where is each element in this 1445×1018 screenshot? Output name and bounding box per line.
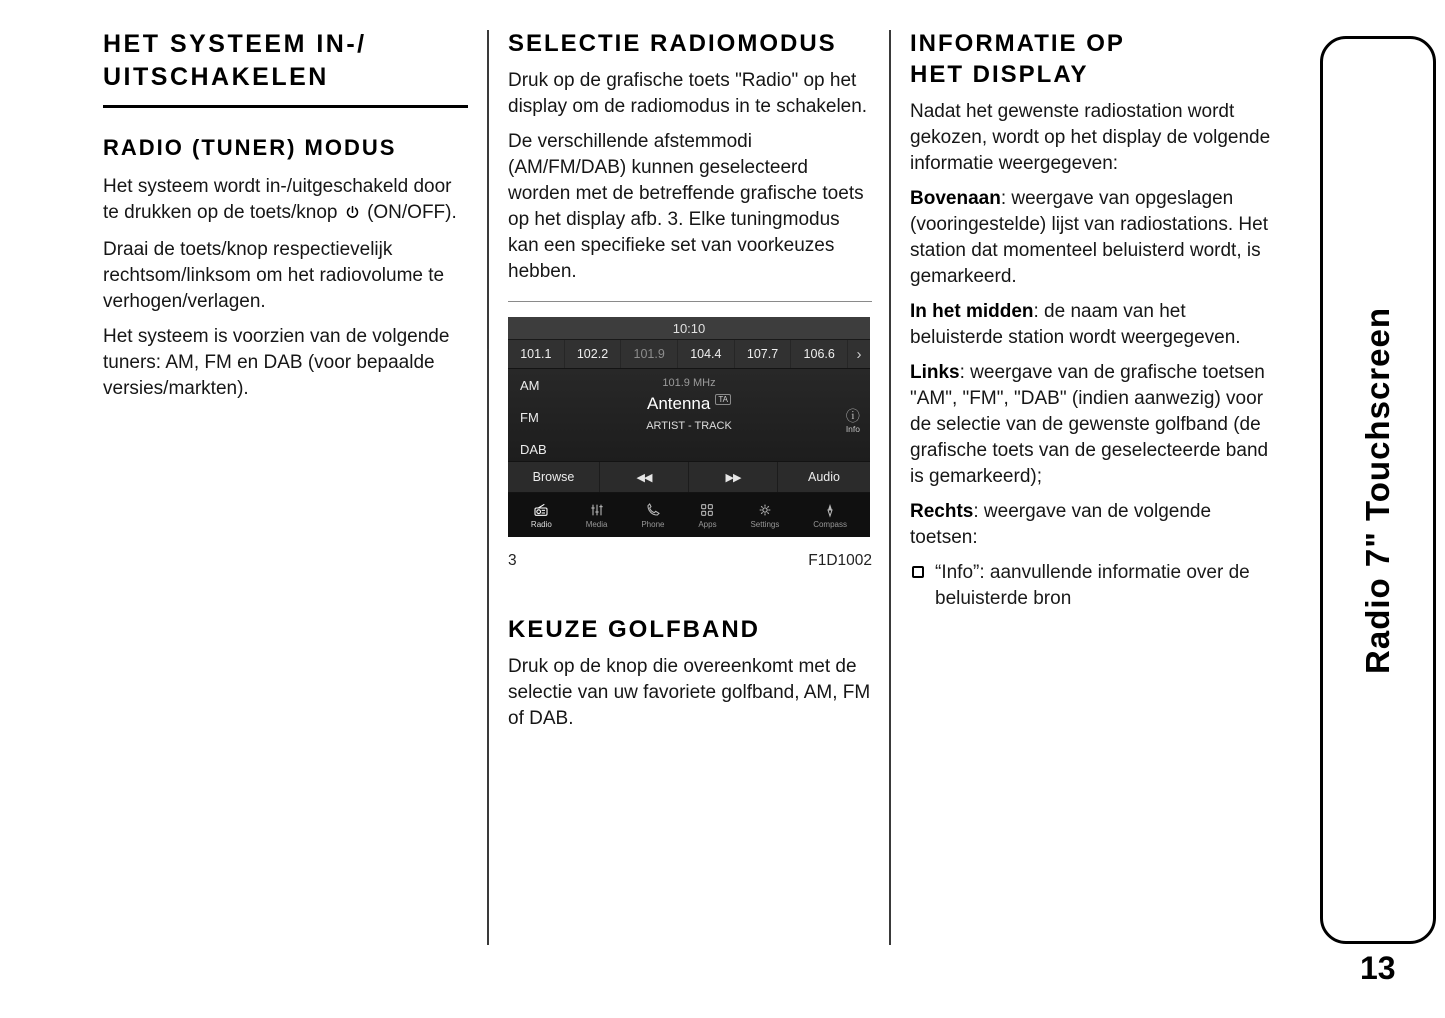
info-button (846, 409, 860, 434)
heading-line: INFORMATIE OP (910, 30, 1125, 57)
square-bullet-icon (912, 566, 924, 578)
radio-screenshot-figure (508, 317, 870, 537)
nav-phone (641, 502, 664, 529)
paragraph-text: : weergave van de grafische toetsen "AM", "FM", "DAB" (indien aanwezig) voor de selectie van de gewenste golfband (de grafische toets van de geselecteerde band is gemarkeerd); (910, 362, 1269, 488)
paragraph-lead: Bovenaan (910, 188, 1001, 210)
column-divider (889, 30, 891, 945)
media-icon (589, 502, 605, 518)
seek-forward-icon: ▶▶ (689, 462, 778, 492)
chapter-tab-label: Radio 7" Touchscreen (1359, 306, 1396, 674)
power-icon (345, 202, 360, 228)
station-text: Antenna (647, 394, 711, 414)
preset-station: 106.6 (791, 340, 848, 368)
section-heading-informatie (910, 28, 1272, 90)
column-display-info (910, 28, 1272, 612)
figure-top-rule (508, 301, 872, 302)
chevron-right-icon: › (856, 345, 862, 363)
info-icon: ⓘ (845, 408, 860, 425)
nav-compass (813, 502, 847, 529)
clock: 10:10 (508, 317, 870, 340)
station-name (508, 394, 870, 414)
paragraph-lead: Links (910, 362, 960, 384)
figure-caption (508, 552, 872, 570)
nav-label: Radio (530, 519, 552, 529)
section-heading-system (103, 28, 468, 93)
heading-line: HET SYSTEEM IN-/ (103, 30, 367, 58)
frequency-label: 101.9 MHz (662, 377, 716, 390)
paragraph-tuners: Het systeem is voorzien van de volgende tuners: AM, FM en DAB (voor bepaalde versies/markten). (103, 325, 450, 399)
phone-icon (645, 502, 661, 518)
now-playing (508, 377, 870, 435)
gear-icon (757, 502, 773, 518)
preset-station: 104.4 (678, 340, 735, 368)
paragraph-volume: Draai de toets/knop respectievelijk rechtsom/linksom om het radiovolume te verhogen/verlagen. (103, 238, 445, 312)
paragraph-radio-toets: Druk op de grafische toets "Radio" op het display om de radiomodus in te schakelen. (508, 70, 868, 118)
nav-media (586, 502, 608, 529)
nav-label: Settings (750, 519, 780, 529)
paragraph-afstemmodi: De verschillende afstemmodi (AM/FM/DAB) kunnen geselecteerd worden met de betreffende grafische toets op het display afb. 3. Elke tuningmodus kan een specifieke set van voorkeuzes hebben. (508, 131, 864, 283)
transport-bar (508, 461, 870, 493)
heading-line: HET DISPLAY (910, 61, 1089, 89)
band-button-fm: FM (520, 410, 539, 426)
section-heading-keuze-golfband: KEUZE GOLFBAND (508, 616, 760, 644)
paragraph-text: : weergave van opgeslagen (vooringestelde) lijst van radiostations. Het station dat momenteel beluisterd wordt, is gemarkeerd. (910, 188, 1269, 288)
nav-settings (750, 502, 779, 529)
column-divider (487, 30, 489, 945)
browse-button: Browse (508, 462, 600, 492)
paragraph-intro: Nadat het gewenste radiostation wordt gekozen, wordt op het display de volgende informatie weergegeven: (910, 101, 1271, 175)
preset-station: 107.7 (735, 340, 792, 368)
column-radiomode (508, 28, 872, 732)
bullet-item-info (910, 560, 1272, 612)
ta-badge: TA (715, 394, 731, 405)
seek-back-icon: ◀◀ (600, 462, 689, 492)
paragraph-text: : de naam van het beluisterde station wordt weergegeven. (910, 301, 1241, 349)
paragraph-text: : weergave van de volgende toetsen: (910, 501, 1212, 549)
paragraph-midden (910, 299, 1272, 351)
paragraph-lead: Rechts (910, 501, 974, 523)
bullet-text: “Info”: aanvullende informatie over de beluisterde bron (935, 562, 1250, 610)
page-number: 13 (1360, 950, 1396, 986)
track-label: ARTIST - TRACK (646, 420, 732, 433)
info-label: Info (845, 424, 860, 435)
figure-code: F1D1002 (808, 552, 872, 570)
nav-label: Phone (641, 519, 665, 529)
radio-icon (533, 502, 549, 518)
band-button-am: AM (520, 378, 540, 394)
apps-icon (699, 502, 715, 518)
preset-station-active: 101.9 (621, 340, 678, 368)
audio-button: Audio (808, 470, 840, 485)
paragraph-text: (ON/OFF). (367, 201, 457, 223)
preset-station: 102.2 (565, 340, 622, 368)
radio-main-area (508, 369, 870, 461)
nav-label: Media (585, 519, 608, 529)
heading-rule (103, 105, 468, 108)
paragraph-text: Het systeem wordt in-/uitgeschakeld door te drukken op de toets/knop (103, 175, 452, 223)
paragraph-links (910, 360, 1272, 490)
compass-icon (822, 502, 838, 518)
band-button-dab: DAB (520, 442, 547, 458)
nav-label: Apps (698, 519, 717, 529)
nav-apps (698, 502, 716, 529)
column-system-onoff (103, 28, 468, 402)
figure-number: 3 (508, 552, 517, 570)
paragraph-onoff (103, 174, 468, 228)
nav-label: Compass (813, 519, 847, 529)
paragraph-rechts (910, 499, 1272, 551)
paragraph-bovenaan (910, 186, 1272, 290)
nav-radio (531, 502, 552, 529)
preset-station: 101.1 (508, 340, 565, 368)
section-heading-selectie: SELECTIE RADIOMODUS (508, 30, 837, 57)
heading-line: UITSCHAKELEN (103, 62, 329, 91)
chapter-tab (1320, 36, 1436, 944)
bottom-nav-bar (508, 493, 870, 537)
preset-bar (508, 340, 870, 369)
paragraph-lead: In het midden (910, 301, 1034, 323)
subsection-heading-radio-tuner: RADIO (TUNER) MODUS (103, 135, 397, 160)
paragraph-golfband: Druk op de knop die overeenkomt met de selectie van uw favoriete golfband, AM, FM of DAB. (508, 656, 871, 730)
